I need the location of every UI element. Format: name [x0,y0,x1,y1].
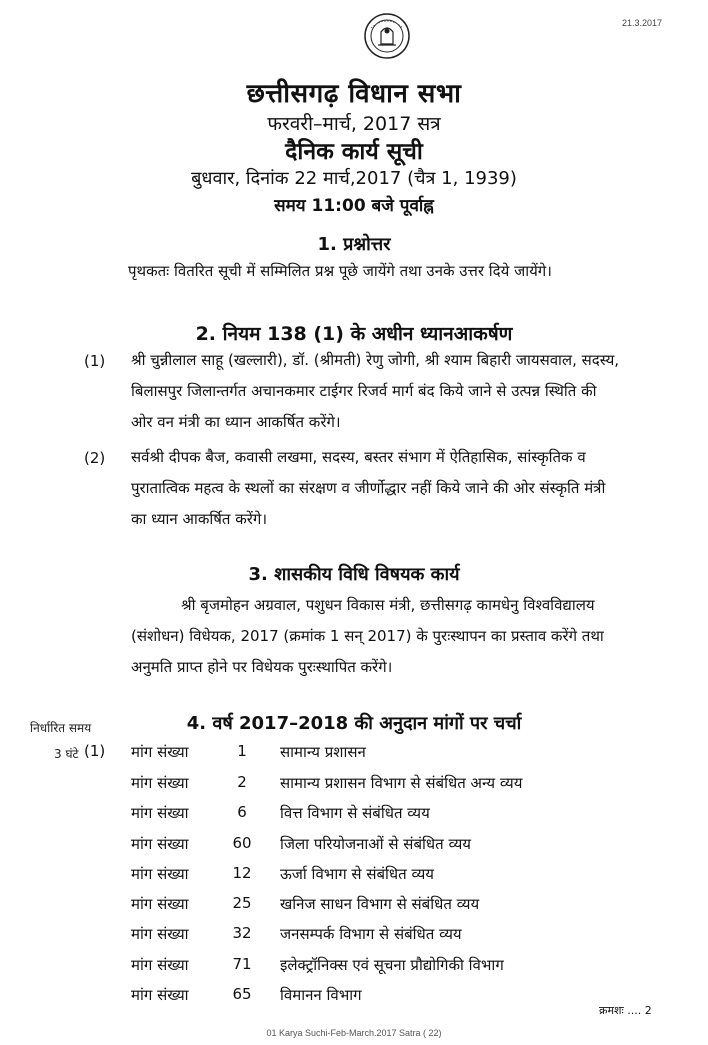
sitting-time: समय 11:00 बजे पूर्वाह्न [274,196,434,216]
document-title: दैनिक कार्य सूची [285,139,423,165]
demand-department: जिला परियोजनाओं से संबंधित व्यय [280,835,471,853]
allotted-time-label: निर्धारित समय [30,721,92,735]
item-number: (1) [84,352,106,370]
continued-label: क्रमशः .... 2 [599,1004,652,1017]
demand-department: ऊर्जा विभाग से संबंधित व्यय [280,865,434,883]
demand-number: 60 [232,834,252,852]
date-stamp: 21.3.2017 [622,18,663,28]
text-line: पुरातात्विक महत्व के स्थलों का संरक्षण व जीर्णोद्धार नहीं किये जाने की ओर संस्कृति मंत्री [131,479,606,497]
demand-number: 65 [232,985,252,1003]
demand-label: मांग संख्या [131,895,189,913]
day-date: बुधवार, दिनांक 22 मार्च,2017 (चैत्र 1, 1939) [191,168,517,189]
demand-department: जनसम्पर्क विभाग से संबंधित व्यय [280,925,462,943]
demand-label: मांग संख्या [131,774,189,792]
item-number: (2) [84,449,106,467]
demand-label: मांग संख्या [131,835,189,853]
item-number: (1) [84,742,106,760]
footer-file-label: 01 Karya Suchi-Feb-March.2017 Satra ( 22) [266,1028,442,1038]
section3-text [131,590,691,683]
demand-department: खनिज साधन विभाग से संबंधित व्यय [280,895,480,913]
text-line: (संशोधन) विधेयक, 2017 (क्रमांक 1 सन् 2017) के पुरःस्थापन का प्रस्ताव करेंगे तथा [131,627,604,645]
attention-item-1 [131,345,691,438]
demand-department: वित्त विभाग से संबंधित व्यय [280,804,430,822]
demand-department: सामान्य प्रशासन विभाग से संबंधित अन्य व्यय [280,774,523,792]
text-line: का ध्यान आकर्षित करेंगे। [131,510,268,528]
assembly-emblem-icon [363,12,411,60]
demand-number: 2 [237,773,247,791]
demand-label: मांग संख्या [131,865,189,883]
section1-text: पृथकतः वितरित सूची में सम्मिलित प्रश्न पूछे जायेंगे तथा उनके उत्तर दिये जायेंगे। [128,262,552,280]
text-line: ओर वन मंत्री का ध्यान आकर्षित करेंगे। [131,413,341,431]
demand-number: 25 [232,894,252,912]
attention-item-2 [131,442,691,535]
demand-label: मांग संख्या [131,804,189,822]
demand-number: 6 [237,803,247,821]
demand-department: सामान्य प्रशासन [280,743,366,761]
demand-label: मांग संख्या [131,986,189,1004]
demand-department: विमानन विभाग [280,986,362,1004]
demand-label: मांग संख्या [131,956,189,974]
section3-heading: 3. शासकीय विधि विषयक कार्य [248,564,460,585]
assembly-title: छत्तीसगढ़ विधान सभा [246,79,462,109]
section2-heading: 2. नियम 138 (1) के अधीन ध्यानआकर्षण [195,323,513,345]
demand-label: मांग संख्या [131,925,189,943]
demand-number: 12 [232,864,252,882]
section4-heading: 4. वर्ष 2017–2018 की अनुदान मांगों पर चर्चा [186,713,522,734]
allotted-time-value: 3 घंटे [54,747,79,761]
demand-number: 71 [232,955,252,973]
text-line: श्री चुन्नीलाल साहू (खल्लारी), डॉ. (श्रीमती) रेणु जोगी, श्री श्याम बिहारी जायसवाल, सदस्य, [131,351,620,369]
demand-label: मांग संख्या [131,743,189,761]
text-line: बिलासपुर जिलान्तर्गत अचानकमार टाईगर रिजर्व मार्ग बंद किये जाने से उत्पन्न स्थिति की [131,382,597,400]
text-line: श्री बृजमोहन अग्रवाल, पशुधन विकास मंत्री, छत्तीसगढ़ कामधेनु विश्वविद्यालय [181,596,595,614]
text-line: अनुमति प्राप्त होने पर विधेयक पुरःस्थापित करेंगे। [131,658,393,676]
demand-number: 32 [232,924,252,942]
session-label: फरवरी–मार्च, 2017 सत्र [267,113,441,135]
demand-department: इलेक्ट्रॉनिक्स एवं सूचना प्रौद्योगिकी विभाग [280,956,504,974]
demand-number: 1 [237,742,247,760]
section1-heading: 1. प्रश्नोत्तर [317,234,391,255]
text-line: सर्वश्री दीपक बैज, कवासी लखमा, सदस्य, बस्तर संभाग में ऐतिहासिक, सांस्कृतिक व [131,448,586,466]
